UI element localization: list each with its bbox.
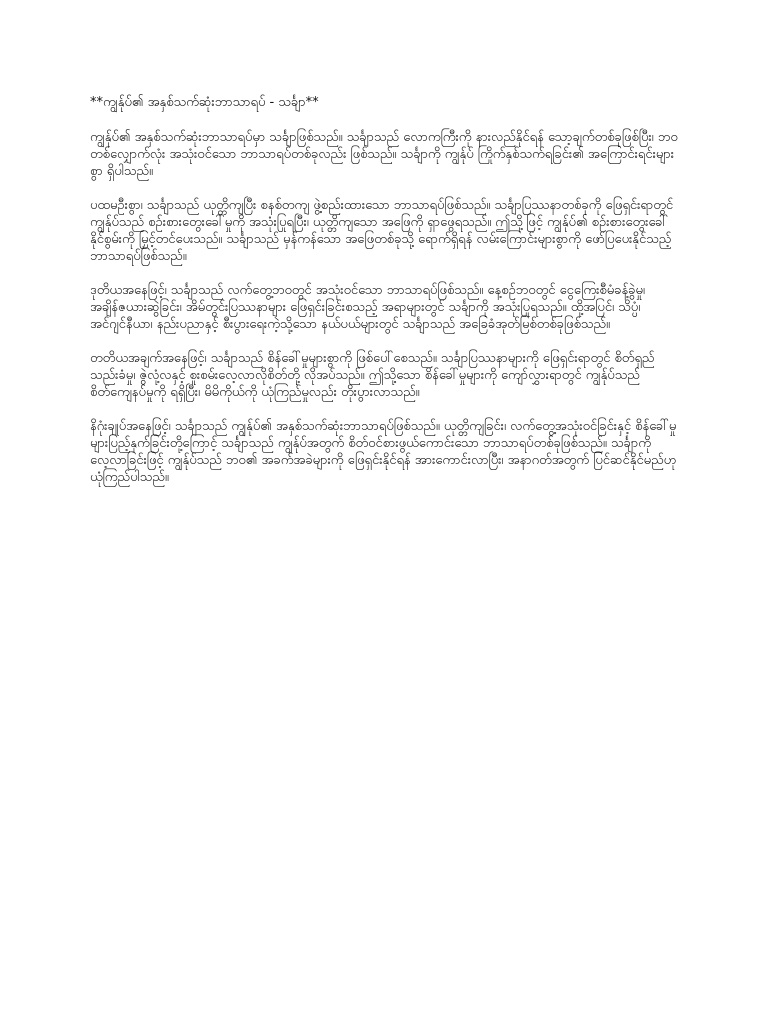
- paragraph-second-reason: ဒုတိယအနေဖြင့်၊ သင်္ချာသည် လက်တွေ့ဘဝတွင် အသုံးဝင်သော ဘာသာရပ်ဖြစ်သည်။ နေ့စဉ်ဘဝတွင် ငွေကြေးစီမံခန့်ခွဲမှု၊ အချိန်ဇယားဆွဲခြင်း၊ အိမ်တွင်းပြဿနာများ ဖြေရှင်းခြင်းစသည့် အရာများတွင် သင်္ချာကို အသုံးပြုရသည်။ ထို့အပြင်၊ သိပ္ပံ၊ အင်ဂျင်နီယာ၊ နည်းပညာနှင့် စီးပွားရေးကဲ့သို့သော နယ်ပယ်များတွင် သင်္ချာသည် အခြေခံအုတ်မြစ်တစ်ခုဖြစ်သည်။: [90, 283, 645, 332]
- paragraph-first-reason: ပထမဦးစွာ၊ သင်္ချာသည် ယုတ္တိကျပြီး စနစ်တကျ ဖွဲ့စည်းထားသော ဘာသာရပ်ဖြစ်သည်။ သင်္ချာပြဿနာတစ်ခုကို ဖြေရှင်းရာတွင် ကျွန်ုပ်သည် စဉ်းစားတွေးခေါ်မှုကို အသုံးပြုရပြီး၊ ယုတ္တိကျသော အဖြေကို ရှာဖွေရသည်။ ဤသို့ဖြင့် ကျွန်ုပ်၏ စဉ်းစားတွေးခေါ်နိုင်စွမ်းကို မြှင့်တင်ပေးသည်။ သင်္ချာသည် မှန်ကန်သော အဖြေတစ်ခုသို့ ရောက်ရှိရန် လမ်းကြောင်းများစွာကို ဖော်ပြပေးနိုင်သည့် ဘာသာရပ်ဖြစ်သည်။: [90, 198, 674, 264]
- document-page: [90, 93, 682, 503]
- paragraph-third-reason: တတိယအချက်အနေဖြင့်၊ သင်္ချာသည် စိန်ခေါ်မှုများစွာကို ဖြစ်ပေါ်စေသည်။ သင်္ချာပြဿနာများကို ဖြေရှင်းရာတွင် စိတ်ရှည်သည်းခံမှု၊ ဇွဲလုံ့လနှင့် စူးစမ်းလေ့လာလိုစိတ်တို့ လိုအပ်သည်။ ဤသို့သော စိန်ခေါ်မှုများကို ကျော်လွှားရာတွင် ကျွန်ုပ်သည် စိတ်ကျေနပ်မှုကို ရရှိပြီး၊ မိမိကိုယ်ကို ယုံကြည်မှုလည်း တိုးပွားလာသည်။: [90, 351, 655, 400]
- paragraph-intro: ကျွန်ုပ်၏ အနှစ်သက်ဆုံးဘာသာရပ်မှာ သင်္ချာဖြစ်သည်။ သင်္ချာသည် လောကကြီးကို နားလည်နိုင်ရန် သော့ချက်တစ်ခုဖြစ်ပြီး၊ ဘဝတစ်လျှောက်လုံး အသုံးဝင်သော ဘာသာရပ်တစ်ခုလည်း ဖြစ်သည်။ သင်္ချာကို ကျွန်ုပ် ကြိုက်နှစ်သက်ရခြင်း၏ အကြောင်းရင်းများစွာ ရှိပါသည်။: [90, 130, 678, 179]
- document-title: **ကျွန်ုပ်၏ အနှစ်သက်ဆုံးဘာသာရပ် - သင်္ချာ**: [90, 95, 319, 110]
- paragraph-conclusion: နိဂုံးချုပ်အနေဖြင့်၊ သင်္ချာသည် ကျွန်ုပ်၏ အနှစ်သက်ဆုံးဘာသာရပ်ဖြစ်သည်။ ယုတ္တိကျခြင်း၊ လက်တွေ့အသုံးဝင်ခြင်းနှင့် စိန်ခေါ်မှုများပြည့်နှက်ခြင်းတို့ကြောင့် သင်္ချာသည် ကျွန်ုပ်အတွက် စိတ်ဝင်စားဖွယ်ကောင်းသော ဘာသာရပ်တစ်ခုဖြစ်သည်။ သင်္ချာကို လေ့လာခြင်းဖြင့် ကျွန်ုပ်သည် ဘဝ၏ အခက်အခဲများကို ဖြေရှင်းနိုင်ရန် အားကောင်းလာပြီး၊ အနာဂတ်အတွက် ပြင်ဆင်နိုင်မည်ဟု ယုံကြည်ပါသည်။: [90, 419, 677, 485]
